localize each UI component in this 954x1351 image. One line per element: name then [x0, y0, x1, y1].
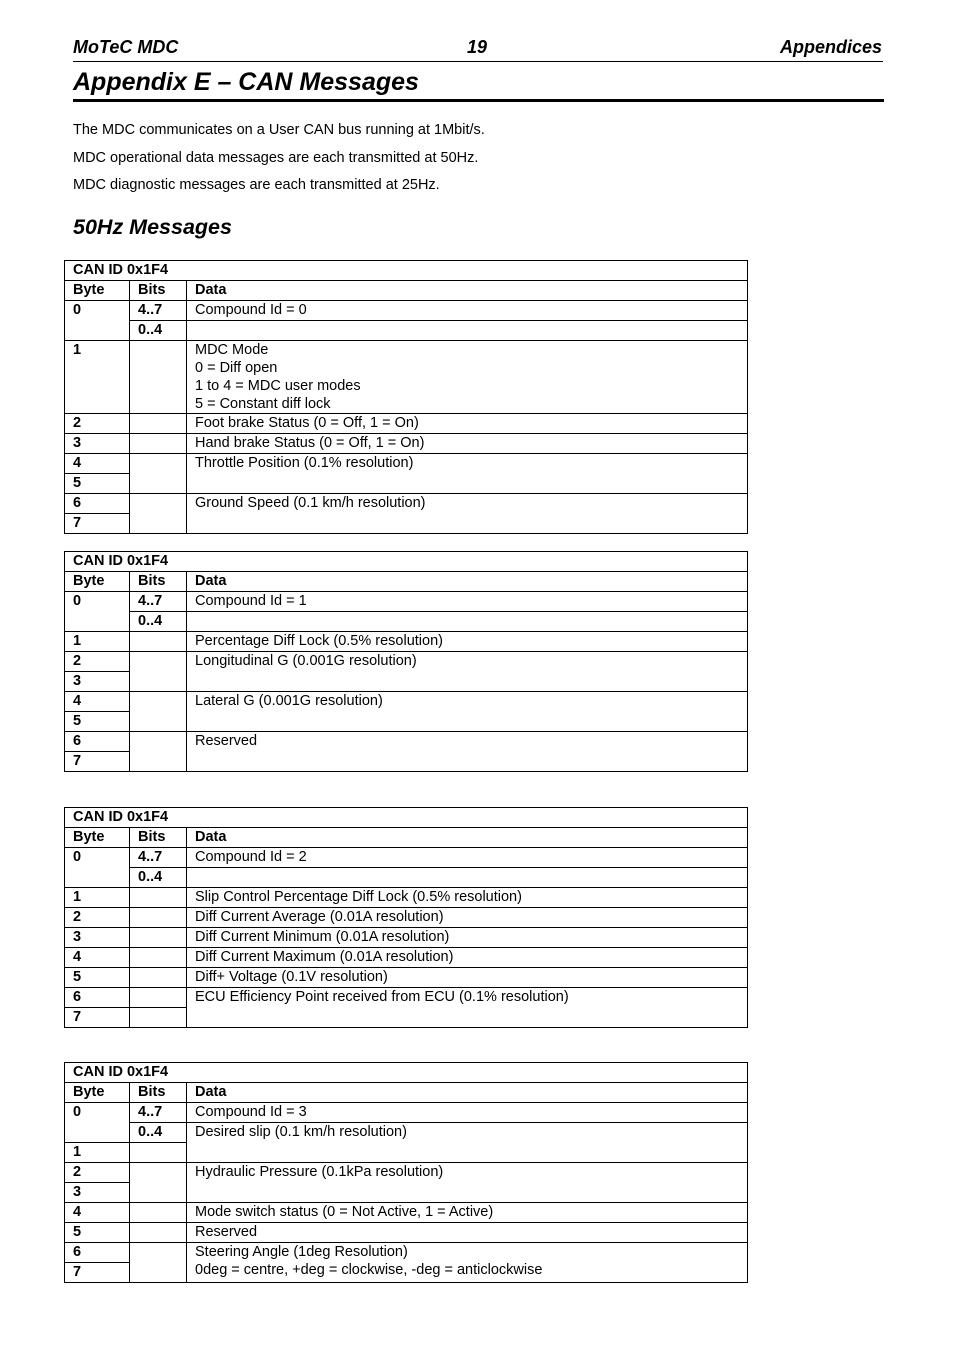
bits-cell-empty — [130, 1143, 187, 1163]
can-id: CAN ID 0x1F4 — [65, 261, 748, 281]
bits-cell-empty — [130, 494, 187, 534]
bits-cell-empty — [130, 732, 187, 772]
data-cell: Compound Id = 3 — [187, 1103, 748, 1123]
data-cell-empty — [187, 612, 748, 632]
byte-cell: 4 — [65, 692, 130, 712]
data-cell: Longitudinal G (0.001G resolution) — [187, 652, 748, 692]
byte-cell: 4 — [65, 948, 130, 968]
bits-cell: 4..7 — [130, 592, 187, 612]
byte-cell: 7 — [65, 1008, 130, 1028]
bits-cell: 0..4 — [130, 321, 187, 341]
bits-cell-empty — [130, 414, 187, 434]
col-header-data: Data — [187, 828, 748, 848]
byte-cell: 5 — [65, 474, 130, 494]
col-header-data: Data — [187, 572, 748, 592]
byte-cell: 1 — [65, 341, 130, 414]
data-cell: Diff Current Average (0.01A resolution) — [187, 908, 748, 928]
bits-cell-empty — [130, 888, 187, 908]
bits-cell: 4..7 — [130, 1103, 187, 1123]
data-cell-empty — [187, 321, 748, 341]
byte-cell: 4 — [65, 454, 130, 474]
byte-cell: 5 — [65, 968, 130, 988]
data-cell: Compound Id = 2 — [187, 848, 748, 868]
byte-cell: 0 — [65, 301, 130, 341]
byte-cell: 3 — [65, 434, 130, 454]
data-cell: Hydraulic Pressure (0.1kPa resolution) — [187, 1163, 748, 1203]
col-header-data: Data — [187, 1083, 748, 1103]
page-title: Appendix E – CAN Messages — [73, 68, 884, 102]
can-id: CAN ID 0x1F4 — [65, 552, 748, 572]
byte-cell: 2 — [65, 414, 130, 434]
bits-cell-empty — [130, 968, 187, 988]
byte-cell: 3 — [65, 672, 130, 692]
byte-cell: 7 — [65, 1263, 130, 1283]
bits-cell: 0..4 — [130, 612, 187, 632]
byte-cell: 2 — [65, 908, 130, 928]
byte-cell: 2 — [65, 1163, 130, 1183]
bits-cell: 0..4 — [130, 1123, 187, 1143]
data-cell: Hand brake Status (0 = Off, 1 = On) — [187, 434, 748, 454]
can-table-compound-3 — [64, 1062, 748, 1283]
byte-cell: 0 — [65, 1103, 130, 1143]
data-cell: Compound Id = 1 — [187, 592, 748, 612]
data-cell: Mode switch status (0 = Not Active, 1 = Active) — [187, 1203, 748, 1223]
page-number: 19 — [467, 37, 488, 57]
bits-cell: 4..7 — [130, 301, 187, 321]
can-id: CAN ID 0x1F4 — [65, 808, 748, 828]
col-header-bits: Bits — [130, 828, 187, 848]
page-header — [73, 37, 883, 62]
col-header-bits: Bits — [130, 1083, 187, 1103]
header-product: MoTeC MDC — [73, 37, 179, 57]
intro-line-2: MDC operational data messages are each transmitted at 50Hz. — [73, 150, 479, 166]
byte-cell: 4 — [65, 1203, 130, 1223]
bits-cell-empty — [130, 1163, 187, 1203]
col-header-bits: Bits — [130, 572, 187, 592]
steering-line: Steering Angle (1deg Resolution) — [195, 1244, 408, 1260]
byte-cell: 2 — [65, 652, 130, 672]
data-cell: Compound Id = 0 — [187, 301, 748, 321]
byte-cell: 1 — [65, 888, 130, 908]
data-cell: Reserved — [187, 732, 748, 772]
data-cell: Ground Speed (0.1 km/h resolution) — [187, 494, 748, 534]
data-cell: Lateral G (0.001G resolution) — [187, 692, 748, 732]
data-cell: Desired slip (0.1 km/h resolution) — [187, 1123, 748, 1163]
byte-cell: 5 — [65, 712, 130, 732]
intro-line-1: The MDC communicates on a User CAN bus running at 1Mbit/s. — [73, 122, 485, 138]
col-header-byte: Byte — [65, 572, 130, 592]
data-cell: Reserved — [187, 1223, 748, 1243]
data-cell: Slip Control Percentage Diff Lock (0.5% resolution) — [187, 888, 748, 908]
col-header-data: Data — [187, 281, 748, 301]
data-cell: Foot brake Status (0 = Off, 1 = On) — [187, 414, 748, 434]
data-cell: Diff Current Minimum (0.01A resolution) — [187, 928, 748, 948]
byte-cell: 1 — [65, 1143, 130, 1163]
bits-cell-empty — [130, 652, 187, 692]
bits-cell-empty — [130, 632, 187, 652]
bits-cell-empty — [130, 692, 187, 732]
bits-cell-empty — [130, 928, 187, 948]
byte-cell: 7 — [65, 514, 130, 534]
section-title: 50Hz Messages — [73, 215, 232, 239]
can-table-compound-2 — [64, 807, 748, 1028]
data-cell: Throttle Position (0.1% resolution) — [187, 454, 748, 494]
byte-cell: 6 — [65, 1243, 130, 1263]
bits-cell-empty — [130, 341, 187, 414]
can-table-compound-0 — [64, 260, 748, 534]
bits-cell-empty — [130, 988, 187, 1008]
bits-cell-empty — [130, 434, 187, 454]
bits-cell-empty — [130, 454, 187, 494]
mdc-mode-line: 1 to 4 = MDC user modes — [195, 378, 361, 394]
bits-cell-empty — [130, 1203, 187, 1223]
byte-cell: 6 — [65, 494, 130, 514]
bits-cell-empty — [130, 1223, 187, 1243]
mdc-mode-line: 0 = Diff open — [195, 360, 278, 376]
byte-cell: 3 — [65, 1183, 130, 1203]
mdc-mode-line: MDC Mode — [195, 342, 269, 358]
mdc-mode-line: 5 = Constant diff lock — [195, 396, 331, 412]
byte-cell: 3 — [65, 928, 130, 948]
data-cell: ECU Efficiency Point received from ECU (0.1% resolution) — [187, 988, 748, 1028]
col-header-bits: Bits — [130, 281, 187, 301]
data-cell: Diff Current Maximum (0.01A resolution) — [187, 948, 748, 968]
can-id: CAN ID 0x1F4 — [65, 1063, 748, 1083]
bits-cell: 4..7 — [130, 848, 187, 868]
col-header-byte: Byte — [65, 828, 130, 848]
bits-cell-empty — [130, 948, 187, 968]
col-header-byte: Byte — [65, 1083, 130, 1103]
byte-cell: 5 — [65, 1223, 130, 1243]
byte-cell: 6 — [65, 732, 130, 752]
bits-cell-empty — [130, 908, 187, 928]
data-cell: Percentage Diff Lock (0.5% resolution) — [187, 632, 748, 652]
byte-cell: 0 — [65, 592, 130, 632]
data-cell-empty — [187, 868, 748, 888]
steering-line: 0deg = centre, +deg = clockwise, -deg = anticlockwise — [195, 1262, 543, 1278]
byte-cell: 6 — [65, 988, 130, 1008]
data-cell-steering — [187, 1243, 748, 1283]
intro-line-3: MDC diagnostic messages are each transmitted at 25Hz. — [73, 177, 440, 193]
bits-cell: 0..4 — [130, 868, 187, 888]
byte-cell: 0 — [65, 848, 130, 888]
bits-cell-empty — [130, 1008, 187, 1028]
col-header-byte: Byte — [65, 281, 130, 301]
byte-cell: 1 — [65, 632, 130, 652]
data-cell: Diff+ Voltage (0.1V resolution) — [187, 968, 748, 988]
bits-cell-empty — [130, 1243, 187, 1283]
byte-cell: 7 — [65, 752, 130, 772]
can-table-compound-1 — [64, 551, 748, 772]
data-cell-mdc-mode — [187, 341, 748, 414]
header-chapter: Appendices — [779, 37, 882, 57]
